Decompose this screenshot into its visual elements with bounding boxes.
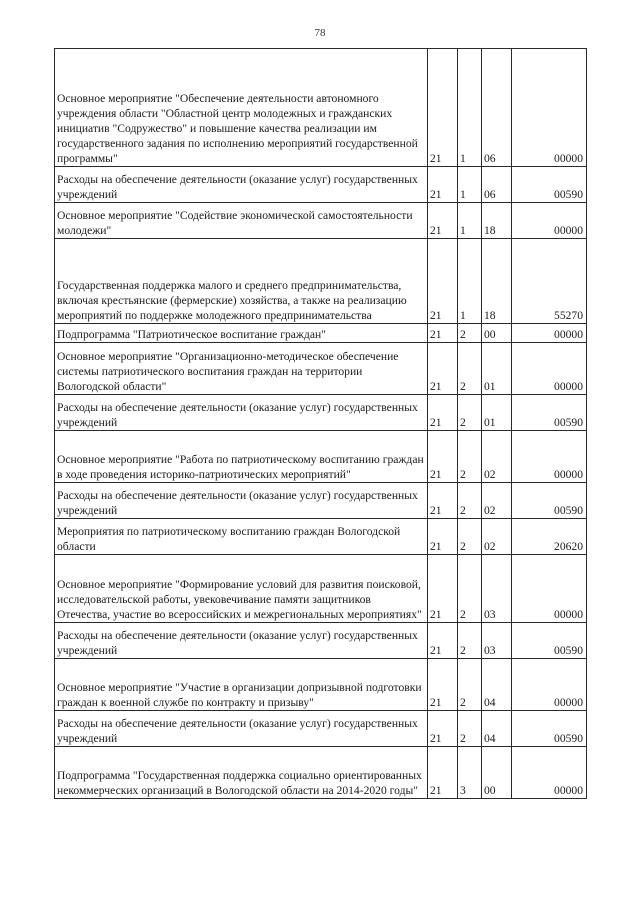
program-code: 21 bbox=[428, 711, 458, 747]
subprogram-code: 2 bbox=[458, 343, 482, 395]
main-event-code: 01 bbox=[482, 395, 512, 431]
program-code: 21 bbox=[428, 167, 458, 203]
row-name: Расходы на обеспечение деятельности (оказание услуг) государственных учреждений bbox=[55, 711, 428, 747]
row-name: Основное мероприятие "Формирование условий для развития поисковой, исследовательской работы, увековечивание памяти защитников Отечества, участие во всероссийских и межрегиональных мероприятиях" bbox=[55, 555, 428, 623]
expense-direction-code: 00000 bbox=[512, 203, 587, 239]
page-number: 78 bbox=[314, 27, 326, 39]
budget-classification-table bbox=[54, 48, 587, 799]
table-row bbox=[55, 239, 587, 324]
table-row bbox=[55, 623, 587, 659]
main-event-code: 02 bbox=[482, 431, 512, 483]
expense-direction-code: 00590 bbox=[512, 483, 587, 519]
program-code: 21 bbox=[428, 623, 458, 659]
expense-direction-code: 00000 bbox=[512, 343, 587, 395]
row-name: Основное мероприятие "Работа по патриотическому воспитанию граждан в ходе проведения историко-патриотических мероприятий" bbox=[55, 431, 428, 483]
table-body bbox=[55, 49, 587, 799]
row-name: Государственная поддержка малого и среднего предпринимательства, включая крестьянские (фермерские) хозяйства, а также на реализацию мероприятий по поддержке молодежного предпринимательства bbox=[55, 239, 428, 324]
subprogram-code: 2 bbox=[458, 519, 482, 555]
main-event-code: 03 bbox=[482, 623, 512, 659]
subprogram-code: 3 bbox=[458, 747, 482, 799]
expense-direction-code: 00590 bbox=[512, 395, 587, 431]
program-code: 21 bbox=[428, 239, 458, 324]
program-code: 21 bbox=[428, 324, 458, 343]
main-event-code: 18 bbox=[482, 203, 512, 239]
subprogram-code: 2 bbox=[458, 395, 482, 431]
table-row bbox=[55, 747, 587, 799]
expense-direction-code: 20620 bbox=[512, 519, 587, 555]
expense-direction-code: 00000 bbox=[512, 431, 587, 483]
row-name: Подпрограмма "Патриотическое воспитание граждан" bbox=[55, 324, 428, 343]
expense-direction-code: 00000 bbox=[512, 555, 587, 623]
table-row bbox=[55, 203, 587, 239]
row-name: Мероприятия по патриотическому воспитанию граждан Вологодской области bbox=[55, 519, 428, 555]
main-event-code: 01 bbox=[482, 343, 512, 395]
table-row bbox=[55, 324, 587, 343]
main-event-code: 00 bbox=[482, 747, 512, 799]
table-row bbox=[55, 167, 587, 203]
subprogram-code: 2 bbox=[458, 659, 482, 711]
row-name: Подпрограмма "Государственная поддержка социально ориентированных некоммерческих организаций в Вологодской области на 2014-2020 годы" bbox=[55, 747, 428, 799]
program-code: 21 bbox=[428, 203, 458, 239]
subprogram-code: 2 bbox=[458, 324, 482, 343]
table-row bbox=[55, 49, 587, 167]
subprogram-code: 1 bbox=[458, 167, 482, 203]
program-code: 21 bbox=[428, 49, 458, 167]
row-name: Основное мероприятие "Участие в организации допризывной подготовки граждан к военной службе по контракту и призыву" bbox=[55, 659, 428, 711]
main-event-code: 03 bbox=[482, 555, 512, 623]
program-code: 21 bbox=[428, 555, 458, 623]
table-row bbox=[55, 555, 587, 623]
program-code: 21 bbox=[428, 747, 458, 799]
program-code: 21 bbox=[428, 519, 458, 555]
expense-direction-code: 55270 bbox=[512, 239, 587, 324]
program-code: 21 bbox=[428, 483, 458, 519]
row-name: Основное мероприятие "Организационно-методическое обеспечение системы патриотического воспитания граждан на территории Вологодской области" bbox=[55, 343, 428, 395]
expense-direction-code: 00000 bbox=[512, 324, 587, 343]
subprogram-code: 1 bbox=[458, 203, 482, 239]
expense-direction-code: 00590 bbox=[512, 167, 587, 203]
table-row bbox=[55, 483, 587, 519]
table-row bbox=[55, 343, 587, 395]
expense-direction-code: 00000 bbox=[512, 747, 587, 799]
subprogram-code: 1 bbox=[458, 49, 482, 167]
main-event-code: 04 bbox=[482, 659, 512, 711]
table-row bbox=[55, 431, 587, 483]
expense-direction-code: 00590 bbox=[512, 711, 587, 747]
row-name: Расходы на обеспечение деятельности (оказание услуг) государственных учреждений bbox=[55, 167, 428, 203]
main-event-code: 04 bbox=[482, 711, 512, 747]
subprogram-code: 2 bbox=[458, 555, 482, 623]
program-code: 21 bbox=[428, 343, 458, 395]
main-event-code: 02 bbox=[482, 483, 512, 519]
row-name: Основное мероприятие "Содействие экономической самостоятельности молодежи" bbox=[55, 203, 428, 239]
main-event-code: 02 bbox=[482, 519, 512, 555]
program-code: 21 bbox=[428, 395, 458, 431]
program-code: 21 bbox=[428, 431, 458, 483]
subprogram-code: 2 bbox=[458, 483, 482, 519]
table-row bbox=[55, 395, 587, 431]
row-name: Основное мероприятие "Обеспечение деятельности автономного учреждения области "Областной центр молодежных и гражданских инициатив "Содружество" и повышение качества реализации им государственного задания по исполнению мероприятий государственной программы" bbox=[55, 49, 428, 167]
main-event-code: 00 bbox=[482, 324, 512, 343]
expense-direction-code: 00000 bbox=[512, 659, 587, 711]
subprogram-code: 2 bbox=[458, 711, 482, 747]
table-row bbox=[55, 659, 587, 711]
program-code: 21 bbox=[428, 659, 458, 711]
row-name: Расходы на обеспечение деятельности (оказание услуг) государственных учреждений bbox=[55, 395, 428, 431]
main-event-code: 06 bbox=[482, 167, 512, 203]
subprogram-code: 2 bbox=[458, 623, 482, 659]
expense-direction-code: 00590 bbox=[512, 623, 587, 659]
subprogram-code: 2 bbox=[458, 431, 482, 483]
table-row bbox=[55, 519, 587, 555]
row-name: Расходы на обеспечение деятельности (оказание услуг) государственных учреждений bbox=[55, 623, 428, 659]
main-event-code: 18 bbox=[482, 239, 512, 324]
subprogram-code: 1 bbox=[458, 239, 482, 324]
table-row bbox=[55, 711, 587, 747]
row-name: Расходы на обеспечение деятельности (оказание услуг) государственных учреждений bbox=[55, 483, 428, 519]
expense-direction-code: 00000 bbox=[512, 49, 587, 167]
main-event-code: 06 bbox=[482, 49, 512, 167]
